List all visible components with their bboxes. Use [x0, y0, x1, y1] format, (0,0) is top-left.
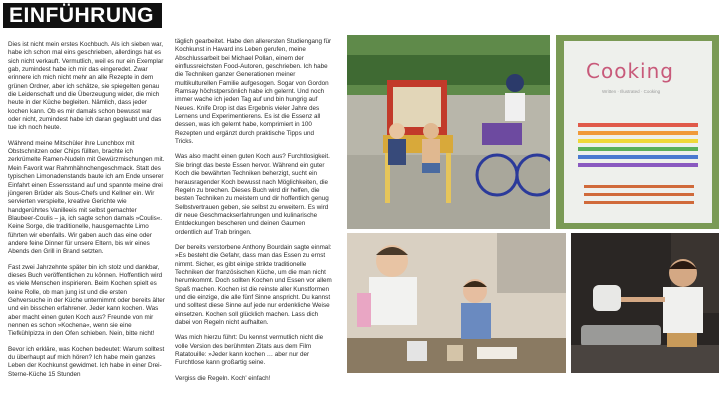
paragraph: Fast zwei Jahrzehnte später bin ich stolz und dankbar, dieses Buch veröffentlichen zu können. Hoffentlich wird es viele Menschen inspirieren. Beim Kochen spielt es keine Rolle, ob man jung ist und die ersten Gehversuche in der Küche unternimmt oder bereits älter und ein bisschen erfahrener. Jeder kann kochen. Was aber macht einen guten Koch aus? Freunde von mir nennen es schon »Kochena«, wenn sie eine Tiefkühlpizza in den Ofen schieben. Nein, bitte nicht! — [8, 263, 165, 338]
paragraph: Der bereits verstorbene Anthony Bourdain sagte einmal: »Es besteht die Gefahr, dass man das Essen zu ernst nimmt. Sicher, es gibt einige strikte traditionelle Techniken der französischen Küche, um die man nicht herumkommt. Doch sollten Kochen und Essen vor allem Spaß machen. Kochen ist die reinste aller Kunstformen und die einzige, die alle fünf Sinne anspricht. Du kannst und solltest diese Sinne auf jede nur erdenkliche Weise einsetzen. Kochen soll glücklich machen. Lass dich dabei von Regeln nicht aufhalten. — [175, 243, 332, 326]
poster-title: Cooking — [586, 59, 674, 83]
text-column-right — [175, 38, 332, 390]
paragraph: Was mich hierzu führt: Du kennst vermutlich nicht die volle Version des berühmten Zitats aus dem Film Ratatouille: »Jeder kann kochen … aber nur der Furchtlose kann großartig seine. — [175, 334, 324, 367]
photo-cookbook-cover — [556, 35, 719, 229]
paragraph: Was also macht einen guten Koch aus? Furchtlosigkeit. Sie bringt das beste Essen hervor. Während ein guter Koch die bewährten Techniken beherzigt, sucht ein herausragender Koch bewusst nach Möglichkeiten, die Regeln zu brechen. Dieses Buch wird dir helfen, die besten Techniken zu meistern und dir hoffentlich genug Selbstvertrauen geben, sie selbst zu erweitern. Es wird dir neue Geschmackserfahrungen und kulinarische Entdeckungen bescheren und deinen Gaumen ordentlich auf Trab bringen. — [175, 153, 330, 236]
paragraph: täglich gearbeitet. Habe den allerersten Studiengang für Kochkunst in Havard ins Leben gerufen, meine Abschlussarbeit bei Michael Pollan, einem der einflussreichsten Food-Autoren, geschrieben. Ich habe die Techniken ganzer Generationen meiner multikulturellen Familie aufgesogen. Sogar von Gordon Ramsay höchstpersönlich habe ich gelernt. Und noch immer wache ich jeden Tag auf und bin hungrig auf Neues. Knife Drop ist das Ergebnis vieler Jahre des Lernens und Experimentierens. Es ist die Essenz all dessen, was ich gelernt habe, komprimiert in 100 Rezepten und ergänzt durch praktische Tipps und Tricks. — [175, 38, 332, 146]
page-title: EINFÜHRUNG — [3, 3, 162, 28]
paragraph: Während meine Mitschüler ihre Lunchbox mit Obstschnitzen oder Chips füllten, brachte ich zerkrümelte Ramen-Nudeln mit Gewürzmischungen mit. Mein Favorit war Rahmhähnchengeschmack. Statt des typischen Limonadenstands baute ich am Ende unserer Einfahrt einen Essensstand auf und spannte meine drei jüngeren Brüder als Sous-Chefs und Kellner ein. Wir servierten verspielte, kreative Gerichte wie handgerührtes Vanilleeis mit selbst gemachter Blaubeer-Coulis – ja, ich sagte schon damals »Coulis«. Keine Sorge, die traditionelle, hausgemachte Limo führten wir ebenfalls. Wir gaben auch das eine oder andere feine Dinner für unsere Eltern, bis wir eines Abends den Grill in Brand setzten. — [8, 139, 165, 256]
text-column-left — [8, 41, 165, 386]
poster-subtitle: Written · Illustrated · Cooking — [602, 89, 661, 94]
photo-food-stand — [347, 35, 550, 229]
photo-boy-cooking — [571, 233, 719, 373]
paragraph: Vergiss die Regeln. Koch' einfach! — [175, 374, 271, 382]
photo-kids-kitchen — [347, 233, 566, 373]
paragraph: Bevor ich erkläre, was Kochen bedeutet: Warum solltest du überhaupt auf mich hören? Ich habe mein ganzes Leben der Kochkunst gewidmet. Ich habe in einer Drei-Sterne-Küche 15 Stunden — [8, 345, 165, 378]
paragraph: Dies ist nicht mein erstes Kochbuch. Als ich sieben war, habe ich schon mal eins geschrieben, allerdings hat es sich nicht verkauft. Vermutlich, weil es nur ein Exemplar gab, zumindest habe ich mir das eingeredet. Zwar erinnere ich mich nicht mehr an alle Rezepte in dem grünen Ordner, aber ich schätze, sie spiegelten genau die Leidenschaft und die Überzeugung wider, die mich heute in der Küche begleiten. Nämlich, dass jeder kochen kann. Ob es mir damals schon bewusst war oder nicht, zumindest habe ich daran geglaubt und das tue ich noch heute. — [8, 41, 164, 132]
